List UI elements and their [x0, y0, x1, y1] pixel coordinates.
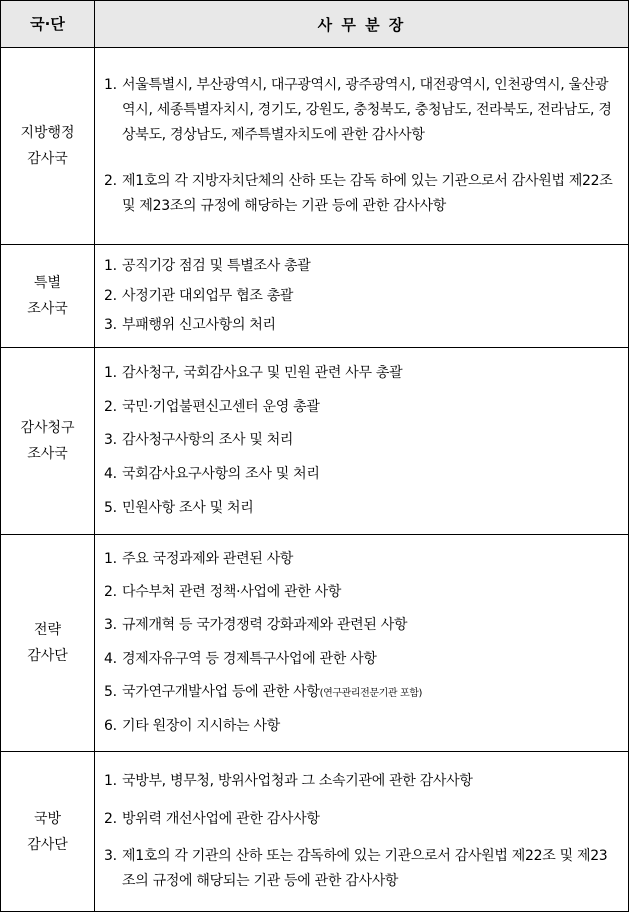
item-text: 경제자유구역 등 경제특구사업에 관한 사항	[122, 650, 377, 667]
item-number: 5.	[104, 500, 117, 517]
duty-item	[104, 361, 620, 386]
row-special-investigation-bureau	[1, 245, 628, 348]
dept-label-line: 특별	[33, 275, 62, 291]
item-note: (연구관리전문기관 포함)	[319, 687, 422, 699]
dept-label	[1, 48, 95, 244]
item-number: 6.	[104, 717, 117, 734]
dept-label-line: 조사국	[27, 301, 68, 317]
dept-label	[1, 245, 95, 347]
duty-item	[104, 428, 620, 453]
item-number: 1.	[104, 772, 117, 789]
duty-item	[104, 395, 620, 420]
item-number: 1.	[104, 257, 117, 274]
duty-list	[95, 48, 628, 244]
item-number: 1.	[104, 364, 117, 381]
item-text-with-note	[122, 680, 620, 706]
duties-cell	[95, 535, 628, 751]
item-number: 3.	[104, 617, 117, 634]
duty-item	[104, 313, 620, 338]
item-number: 4.	[104, 466, 117, 483]
duty-item	[104, 496, 620, 521]
table-header-row	[1, 1, 628, 48]
header-duties: 사 무 분 장	[317, 15, 406, 34]
duty-item	[104, 647, 620, 672]
duty-item	[104, 462, 620, 487]
duty-list	[95, 245, 628, 347]
item-text: 규제개혁 등 국가경쟁력 강화과제와 관련된 사항	[122, 617, 408, 634]
row-strategic-audit-group	[1, 535, 628, 752]
dept-label	[1, 535, 95, 751]
dept-label-line: 전략	[33, 622, 62, 638]
item-text: 국민·기업불편신고센터 운영 총괄	[122, 398, 320, 415]
item-number: 2.	[104, 584, 117, 601]
row-local-administration-audit-bureau	[1, 48, 628, 245]
item-number: 2.	[104, 173, 117, 189]
item-number: 3.	[104, 848, 117, 865]
duty-item	[104, 769, 620, 794]
item-number: 4.	[104, 650, 117, 667]
item-text: 민원사항 조사 및 처리	[122, 500, 254, 517]
item-text: 감사청구사항의 조사 및 처리	[122, 432, 294, 449]
duty-item	[104, 547, 620, 572]
header-dept: 국·단	[1, 1, 95, 47]
duty-item	[104, 254, 620, 279]
item-text: 기타 원장이 지시하는 사항	[122, 717, 280, 734]
duties-cell	[95, 752, 628, 911]
row-audit-request-investigation-bureau	[1, 348, 628, 535]
duty-item	[104, 807, 620, 832]
duty-list	[95, 348, 628, 534]
duty-item	[104, 73, 620, 148]
duties-cell	[95, 245, 628, 347]
duty-list	[95, 535, 628, 751]
duty-item	[104, 580, 620, 605]
duty-item	[104, 844, 620, 894]
item-text: 공직기강 점검 및 특별조사 총괄	[122, 257, 311, 274]
item-text: 제1호의 각 기관의 산하 또는 감독하에 있는 기관으로서 감사원법 제22조 및 제23조의 규정에 해당되는 기관 등에 관한 감사사항	[122, 848, 608, 890]
item-number: 3.	[104, 317, 117, 334]
item-number: 2.	[104, 810, 117, 827]
dept-label-line: 감사청구	[20, 420, 75, 436]
item-number: 2.	[104, 287, 117, 304]
item-text: 국방부, 병무청, 방위사업청과 그 소속기관에 관한 감사사항	[122, 772, 473, 789]
dept-label-line: 감사단	[27, 836, 68, 853]
item-number: 1.	[104, 551, 117, 568]
duty-item	[104, 680, 620, 706]
dept-label-line: 감사국	[27, 151, 68, 167]
dept-label-line: 조사국	[27, 446, 68, 462]
item-number: 2.	[104, 398, 117, 415]
dept-label	[1, 348, 95, 534]
row-defense-audit-group	[1, 752, 628, 911]
dept-label-line: 지방행정	[20, 125, 75, 141]
item-text: 부패행위 신고사항의 처리	[122, 317, 276, 334]
dept-label	[1, 752, 95, 911]
duties-cell	[95, 348, 628, 534]
duty-item	[104, 613, 620, 638]
item-text: 주요 국정과제와 관련된 사항	[122, 551, 294, 568]
item-text: 제1호의 각 지방자치단체의 산하 또는 감독 하에 있는 기관으로서 감사원법 제22조 및 제23조의 규정에 해당하는 기관 등에 관한 감사사항	[122, 173, 613, 214]
item-text: 국회감사요구사항의 조사 및 처리	[122, 466, 320, 483]
item-text: 감사청구, 국회감사요구 및 민원 관련 사무 총괄	[122, 364, 403, 381]
item-text: 다수부처 관련 정책·사업에 관한 사항	[122, 584, 342, 601]
item-text: 국가연구개발사업 등에 관한 사항	[122, 683, 320, 700]
duties-cell	[95, 48, 628, 244]
dept-label-line: 국방	[33, 810, 62, 827]
duty-list	[95, 752, 628, 911]
item-number: 5.	[104, 683, 117, 700]
item-text: 방위력 개선사업에 관한 감사사항	[122, 810, 320, 827]
item-text: 사정기관 대외업무 협조 총괄	[122, 287, 294, 304]
item-number: 1.	[104, 77, 117, 93]
duty-item	[104, 169, 620, 219]
duty-item	[104, 714, 620, 739]
item-number: 3.	[104, 432, 117, 449]
item-text: 서울특별시, 부산광역시, 대구광역시, 광주광역시, 대전광역시, 인천광역시, 울산광역시, 세종특별자치시, 경기도, 강원도, 충청북도, 충청남도, 전라북도, 전라남도, 경상북도, 경상남도, 제주특별자치도에 관한 감사사항	[122, 77, 612, 143]
dept-label-line: 감사단	[27, 648, 68, 664]
duty-item	[104, 284, 620, 309]
